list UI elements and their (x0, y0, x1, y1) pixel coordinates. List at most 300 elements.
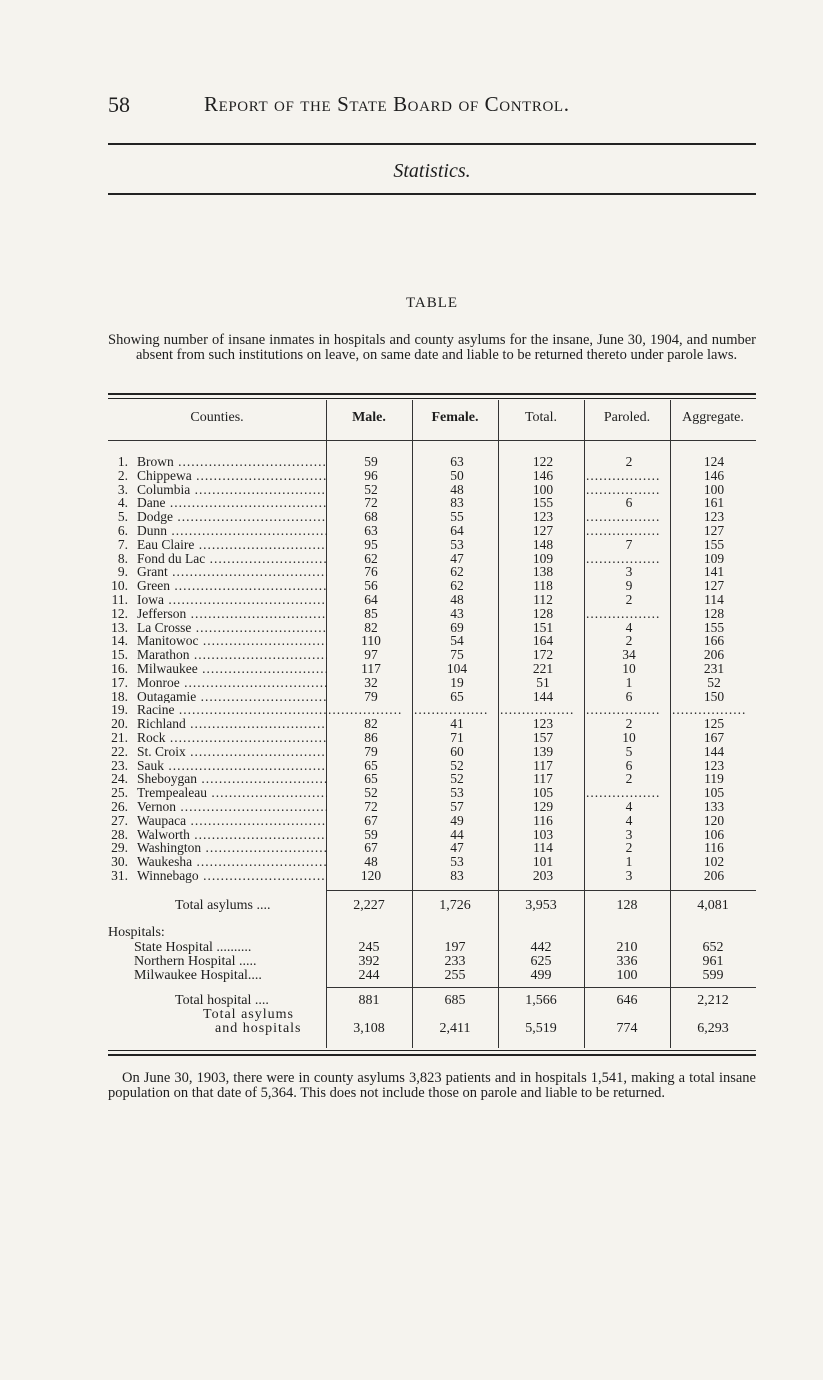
header-rule-bottom (108, 193, 756, 195)
cell-aggregate: 125 (703, 716, 725, 732)
cell-total: 114 (533, 840, 553, 856)
cell-total: 118 (533, 578, 553, 594)
total-all-label-line2: and hospitals (215, 1021, 302, 1036)
cell-paroled: 3 (625, 564, 633, 580)
table-row (108, 496, 756, 510)
cell-paroled: 9 (625, 578, 633, 594)
table-row (108, 510, 756, 524)
cell-female: 62 (450, 564, 464, 580)
row-number: 21. (111, 730, 128, 745)
county-name: St. Croix ..... (137, 745, 327, 759)
cell-female: 49 (450, 812, 464, 828)
cell-male: 65 (364, 771, 378, 787)
county-name: Sheboygan ..... (137, 772, 327, 786)
table-row (108, 855, 756, 869)
hospital-subtotal-rule (326, 987, 756, 988)
cell-aggregate: 146 (703, 467, 725, 483)
cell-male: 86 (364, 730, 378, 745)
table-rule-bottom (108, 1054, 756, 1056)
cell-paroled: 5 (625, 743, 633, 759)
cell-paroled: 2 (625, 633, 633, 649)
county-name: Marathon ..... (137, 648, 327, 662)
cell-paroled: 1 (625, 674, 633, 690)
cell-aggregate: 100 (703, 481, 725, 497)
cell-paroled: 6 (625, 757, 633, 773)
cell-male: 82 (364, 716, 378, 732)
cell-aggregate: 206 (703, 647, 725, 663)
county-name: Columbia ..... (137, 483, 327, 497)
table-row (108, 690, 756, 704)
table-title: TABLE (405, 295, 459, 311)
cell-total: 155 (532, 495, 554, 511)
table-row (108, 648, 756, 662)
cell-aggregate: 106 (703, 826, 725, 842)
county-name: Jefferson ..... (137, 607, 327, 621)
cell-total: 122 (532, 454, 554, 469)
cell-female: 52 (450, 771, 464, 787)
header-separator (108, 440, 756, 441)
cell-total: 172 (532, 647, 554, 663)
cell-paroled: 4 (625, 799, 633, 814)
table-description: Showing number of insane inmates in hospitals and county asylums for the insane, June 30, 1904, and number absent from such institutions on leave, on same date and liable to be returned thereto under parole laws. (108, 332, 756, 363)
row-number: 11. (111, 592, 128, 607)
cell-aggregate: 124 (703, 454, 725, 469)
cell-total: 101 (532, 854, 554, 870)
cell-paroled: 1 (625, 854, 633, 870)
hospital-total: 499 (530, 968, 552, 983)
cell-aggregate: 109 (703, 550, 725, 566)
hospital-paroled: 210 (616, 940, 638, 955)
cell-aggregate: 161 (703, 495, 725, 511)
col-header-female: Female. (431, 410, 479, 425)
cell-aggregate: 52 (707, 674, 721, 690)
cell-male: 59 (364, 454, 378, 469)
cell-female: 63 (450, 454, 464, 469)
cell-total: 139 (532, 743, 554, 759)
total-asylums-male: 2,227 (353, 898, 385, 913)
total-hospital-male: 881 (358, 993, 380, 1008)
county-name: Richland ..... (137, 717, 327, 731)
row-number: 19. (111, 702, 128, 718)
cell-total: 109 (532, 550, 554, 566)
cell-female: 57 (450, 799, 464, 814)
county-name: Winnebago ..... (137, 869, 327, 883)
table-row (108, 703, 756, 717)
total-asylums-aggregate: 4,081 (697, 898, 729, 913)
cell-total: 203 (532, 868, 554, 883)
cell-female: 52 (450, 757, 464, 773)
cell-male: 56 (364, 578, 378, 594)
cell-male: 64 (364, 592, 378, 607)
row-number: 20. (111, 716, 128, 732)
row-number: 9. (117, 564, 128, 580)
cell-male: 67 (364, 840, 378, 856)
table-row (108, 593, 756, 607)
table-row (108, 869, 756, 883)
cell-total: 146 (532, 467, 554, 483)
row-number: 31. (111, 868, 128, 883)
cell-aggregate: 155 (703, 619, 725, 635)
col-header-total: Total. (524, 410, 558, 425)
cell-total: 144 (532, 688, 554, 704)
cell-male: 82 (364, 619, 378, 635)
cell-total: 123 (532, 716, 554, 732)
cell-paroled: 7 (625, 536, 633, 552)
cell-aggregate: 123 (703, 509, 725, 525)
county-name: Vernon ..... (137, 800, 327, 814)
cell-total: 105 (532, 785, 554, 801)
table-row (108, 745, 756, 759)
cell-total: 127 (532, 523, 554, 538)
hospitals-heading (108, 925, 756, 941)
table-row (108, 731, 756, 745)
total-hospital-female: 685 (444, 993, 466, 1008)
cell-female: 47 (450, 840, 464, 856)
row-number: 15. (111, 647, 128, 663)
hospital-aggregate: 599 (702, 968, 724, 983)
cell-aggregate: 123 (703, 757, 725, 773)
table-row (108, 841, 756, 855)
cell-aggregate: 141 (703, 564, 725, 580)
row-number: 10. (111, 578, 128, 594)
cell-male: 68 (364, 509, 378, 525)
table-row (108, 676, 756, 690)
row-number: 17. (111, 674, 128, 690)
cell-paroled-empty: ................. (586, 482, 661, 497)
cell-male: 62 (364, 550, 378, 566)
cell-aggregate: 127 (703, 523, 725, 538)
cell-paroled: 10 (622, 730, 636, 745)
table-row (108, 552, 756, 566)
table-row (108, 483, 756, 497)
total-asylums-label: Total asylums .... (175, 898, 271, 913)
cell-total: 138 (532, 564, 554, 580)
cell-paroled: 3 (625, 868, 633, 883)
col-header-male: Male. (352, 410, 386, 425)
table-rule-top-thin (108, 398, 756, 399)
hospital-name: Northern Hospital ..... (134, 954, 257, 969)
cell-total: 128 (532, 605, 554, 621)
cell-female: 41 (450, 716, 464, 732)
county-name: Milwaukee ..... (137, 662, 327, 676)
row-number: 25. (111, 785, 128, 801)
col-header-paroled: Paroled. (603, 410, 651, 425)
county-name: Eau Claire ..... (137, 538, 327, 552)
cell-male: 76 (364, 564, 378, 580)
cell-total: 100 (532, 481, 554, 497)
table-row (108, 772, 756, 786)
cell-female: 104 (446, 661, 468, 676)
county-name: Sauk ..... (137, 759, 327, 773)
county-name: Grant ..... (137, 565, 327, 579)
county-name: Dane ..... (137, 496, 327, 510)
cell-female: 44 (450, 826, 464, 842)
hospital-total: 442 (530, 940, 552, 955)
total-hospital-total: 1,566 (525, 993, 557, 1008)
row-number: 22. (111, 743, 128, 759)
cell-female: 48 (450, 481, 464, 497)
cell-female: 75 (450, 647, 464, 663)
total-hospital-paroled: 646 (616, 993, 638, 1008)
cell-aggregate: 116 (704, 840, 724, 856)
cell-female: 62 (450, 578, 464, 594)
table-row (108, 814, 756, 828)
cell-paroled: 34 (622, 647, 636, 663)
hospital-name: State Hospital .......... (134, 940, 252, 955)
row-number: 23. (111, 757, 128, 773)
county-name: Dunn ..... (137, 524, 327, 538)
row-number: 12. (111, 605, 128, 621)
cell-female: 54 (450, 633, 464, 649)
footnote: On June 30, 1903, there were in county asylums 3,823 patients and in hospitals 1,541, making a total insane population on that date of 5,364. This does not include those on parole and liable to be returned. (108, 1070, 756, 1101)
cell-total: 123 (532, 509, 554, 525)
cell-total: 151 (532, 619, 554, 635)
cell-paroled: 6 (625, 495, 633, 511)
county-name: Chippewa ..... (137, 469, 327, 483)
cell-total: 103 (532, 826, 554, 842)
total-all-female: 2,411 (439, 1021, 471, 1036)
subtotal-rule (326, 890, 756, 891)
row-number: 2. (117, 467, 128, 483)
header-rule-top (108, 143, 756, 145)
hospital-paroled: 100 (616, 968, 638, 983)
hospital-male: 392 (358, 954, 380, 969)
cell-female: 19 (450, 674, 464, 690)
row-number: 26. (111, 799, 128, 814)
table-row (108, 634, 756, 648)
cell-total: 117 (533, 757, 553, 773)
cell-aggregate: 127 (703, 578, 725, 594)
county-name: Trempealeau ..... (137, 786, 327, 800)
cell-paroled: 4 (625, 812, 633, 828)
total-asylums-row (108, 898, 756, 914)
cell-paroled-empty: ................. (586, 786, 661, 800)
cell-aggregate: 105 (703, 785, 725, 801)
cell-paroled: 10 (622, 661, 636, 676)
cell-aggregate: 144 (703, 743, 725, 759)
table-row (108, 538, 756, 552)
total-all-male: 3,108 (353, 1021, 385, 1036)
cell-male: 63 (364, 523, 378, 538)
cell-paroled-empty: ................. (586, 468, 661, 483)
row-number: 14. (111, 633, 128, 649)
total-hospital-label: Total hospital .... (175, 993, 269, 1008)
row-number: 4. (117, 495, 128, 511)
cell-male: 67 (364, 812, 378, 828)
cell-female: 55 (450, 509, 464, 525)
table-row (108, 786, 756, 800)
col-header-counties: Counties. (190, 410, 244, 425)
row-number: 27. (111, 812, 128, 828)
cell-male: 117 (361, 661, 381, 676)
cell-total: 129 (532, 799, 554, 814)
hospital-female: 255 (444, 968, 466, 983)
cell-male: 85 (364, 605, 378, 621)
cell-total: 157 (532, 730, 554, 745)
cell-female: 47 (450, 550, 464, 566)
total-all-total: 5,519 (525, 1021, 557, 1036)
cell-paroled: 2 (625, 454, 633, 469)
total-asylums-total: 3,953 (525, 898, 557, 913)
cell-female: 43 (450, 605, 464, 621)
table-row (108, 717, 756, 731)
county-name: Walworth ..... (137, 828, 327, 842)
cell-female: 53 (450, 536, 464, 552)
hospital-male: 245 (358, 940, 380, 955)
cell-male: 79 (364, 688, 378, 704)
cell-paroled: 2 (625, 771, 633, 787)
cell-total-empty: ................. (500, 703, 575, 718)
cell-male: 65 (364, 757, 378, 773)
cell-female: 48 (450, 592, 464, 607)
table-row (108, 579, 756, 593)
row-number: 1. (117, 454, 128, 469)
cell-total: 148 (532, 536, 554, 552)
table-row (108, 800, 756, 814)
row-number: 30. (111, 854, 128, 870)
row-number: 3. (117, 481, 128, 497)
cell-total: 116 (533, 812, 553, 828)
county-name: Racine ..... (137, 703, 327, 717)
cell-total: 112 (533, 592, 553, 607)
county-name: Outagamie ..... (137, 690, 327, 704)
table-row (108, 565, 756, 579)
hospital-paroled: 336 (616, 954, 638, 969)
cell-male: 95 (364, 536, 378, 552)
cell-aggregate: 133 (703, 799, 725, 814)
hospital-aggregate: 961 (702, 954, 724, 969)
table-row (108, 621, 756, 635)
cell-aggregate: 119 (704, 771, 724, 787)
cell-paroled-empty: ................. (586, 606, 661, 621)
cell-paroled: 2 (625, 592, 633, 607)
county-name: La Crosse ..... (137, 621, 327, 635)
cell-aggregate: 128 (703, 605, 725, 621)
total-all-paroled: 774 (616, 1021, 638, 1036)
total-hospital-aggregate: 2,212 (697, 993, 729, 1008)
hospital-total: 625 (530, 954, 552, 969)
hospital-male: 244 (358, 968, 380, 983)
county-name: Monroe ..... (137, 676, 327, 690)
cell-paroled: 6 (625, 688, 633, 704)
row-number: 6. (117, 523, 128, 538)
cell-male: 72 (364, 799, 378, 814)
hospital-aggregate: 652 (702, 940, 724, 955)
cell-male: 52 (364, 481, 378, 497)
county-name: Brown ..... (137, 455, 327, 469)
hospital-name: Milwaukee Hospital.... (134, 968, 262, 983)
cell-female: 83 (450, 495, 464, 511)
cell-aggregate: 150 (703, 688, 725, 704)
cell-male: 32 (364, 674, 378, 690)
cell-male: 96 (364, 467, 378, 483)
cell-paroled-empty: ................. (586, 551, 661, 566)
cell-total: 51 (536, 674, 550, 690)
county-name: Washington ..... (137, 841, 327, 855)
cell-paroled-empty: ................. (586, 703, 661, 718)
cell-female: 64 (450, 523, 464, 538)
cell-female: 53 (450, 785, 464, 801)
page-number: 58 (108, 92, 130, 117)
cell-male: 120 (360, 868, 382, 883)
row-number: 28. (111, 826, 128, 842)
cell-paroled: 4 (625, 619, 633, 635)
total-asylums-paroled: 128 (616, 898, 638, 913)
cell-paroled: 2 (625, 716, 633, 732)
county-name: Fond du Lac ..... (137, 552, 327, 566)
row-number: 24. (111, 771, 128, 787)
total-asylums-female: 1,726 (439, 898, 471, 913)
table-row (108, 759, 756, 773)
cell-male: 79 (364, 743, 378, 759)
cell-female: 53 (450, 854, 464, 870)
col-header-aggregate: Aggregate. (682, 410, 744, 425)
cell-female-empty: ................. (414, 703, 489, 718)
row-number: 16. (111, 661, 128, 676)
table-row (108, 828, 756, 842)
row-number: 13. (111, 619, 128, 635)
cell-aggregate: 166 (703, 633, 725, 649)
table-row (108, 662, 756, 676)
cell-aggregate-empty: ................. (672, 703, 747, 718)
county-name: Green ..... (137, 579, 327, 593)
cell-female: 65 (450, 688, 464, 704)
cell-paroled: 3 (625, 826, 633, 842)
cell-female: 60 (450, 743, 464, 759)
hospital-female: 197 (444, 940, 466, 955)
row-number: 8. (117, 550, 128, 566)
table-row (108, 524, 756, 538)
cell-aggregate: 167 (703, 730, 725, 745)
cell-aggregate: 155 (703, 536, 725, 552)
cell-male: 110 (361, 633, 381, 649)
row-number: 7. (117, 536, 128, 552)
row-number: 5. (117, 509, 128, 525)
cell-male: 52 (364, 785, 378, 801)
total-all-row (108, 1021, 756, 1037)
total-all-aggregate: 6,293 (697, 1021, 729, 1036)
cell-total: 221 (532, 661, 554, 676)
cell-paroled-empty: ................. (586, 510, 661, 524)
cell-male: 48 (364, 854, 378, 870)
cell-aggregate: 102 (703, 854, 725, 870)
cell-male-empty: ................. (328, 703, 403, 718)
table-row (108, 455, 756, 469)
table-row (108, 469, 756, 483)
cell-paroled: 2 (625, 840, 633, 856)
cell-aggregate: 114 (704, 592, 724, 607)
table-rule-top (108, 393, 756, 395)
county-name: Iowa ..... (137, 593, 327, 607)
table-row (108, 607, 756, 621)
row-number: 18. (111, 688, 128, 704)
county-name: Waukesha ..... (137, 855, 327, 869)
cell-aggregate: 206 (703, 868, 725, 883)
cell-female: 50 (450, 467, 464, 483)
county-name: Dodge ..... (137, 510, 327, 524)
cell-aggregate: 231 (703, 661, 725, 676)
cell-male: 72 (364, 495, 378, 511)
cell-female: 71 (450, 730, 464, 745)
cell-female: 83 (450, 868, 464, 883)
cell-total: 117 (533, 771, 553, 787)
hospitals-label: Hospitals: (108, 925, 165, 940)
county-name: Rock ..... (137, 731, 327, 745)
county-name: Manitowoc ..... (137, 634, 327, 648)
running-title: Report of the State Board of Control. (204, 92, 570, 116)
hospital-female: 233 (444, 954, 466, 969)
cell-total: 164 (532, 633, 554, 649)
